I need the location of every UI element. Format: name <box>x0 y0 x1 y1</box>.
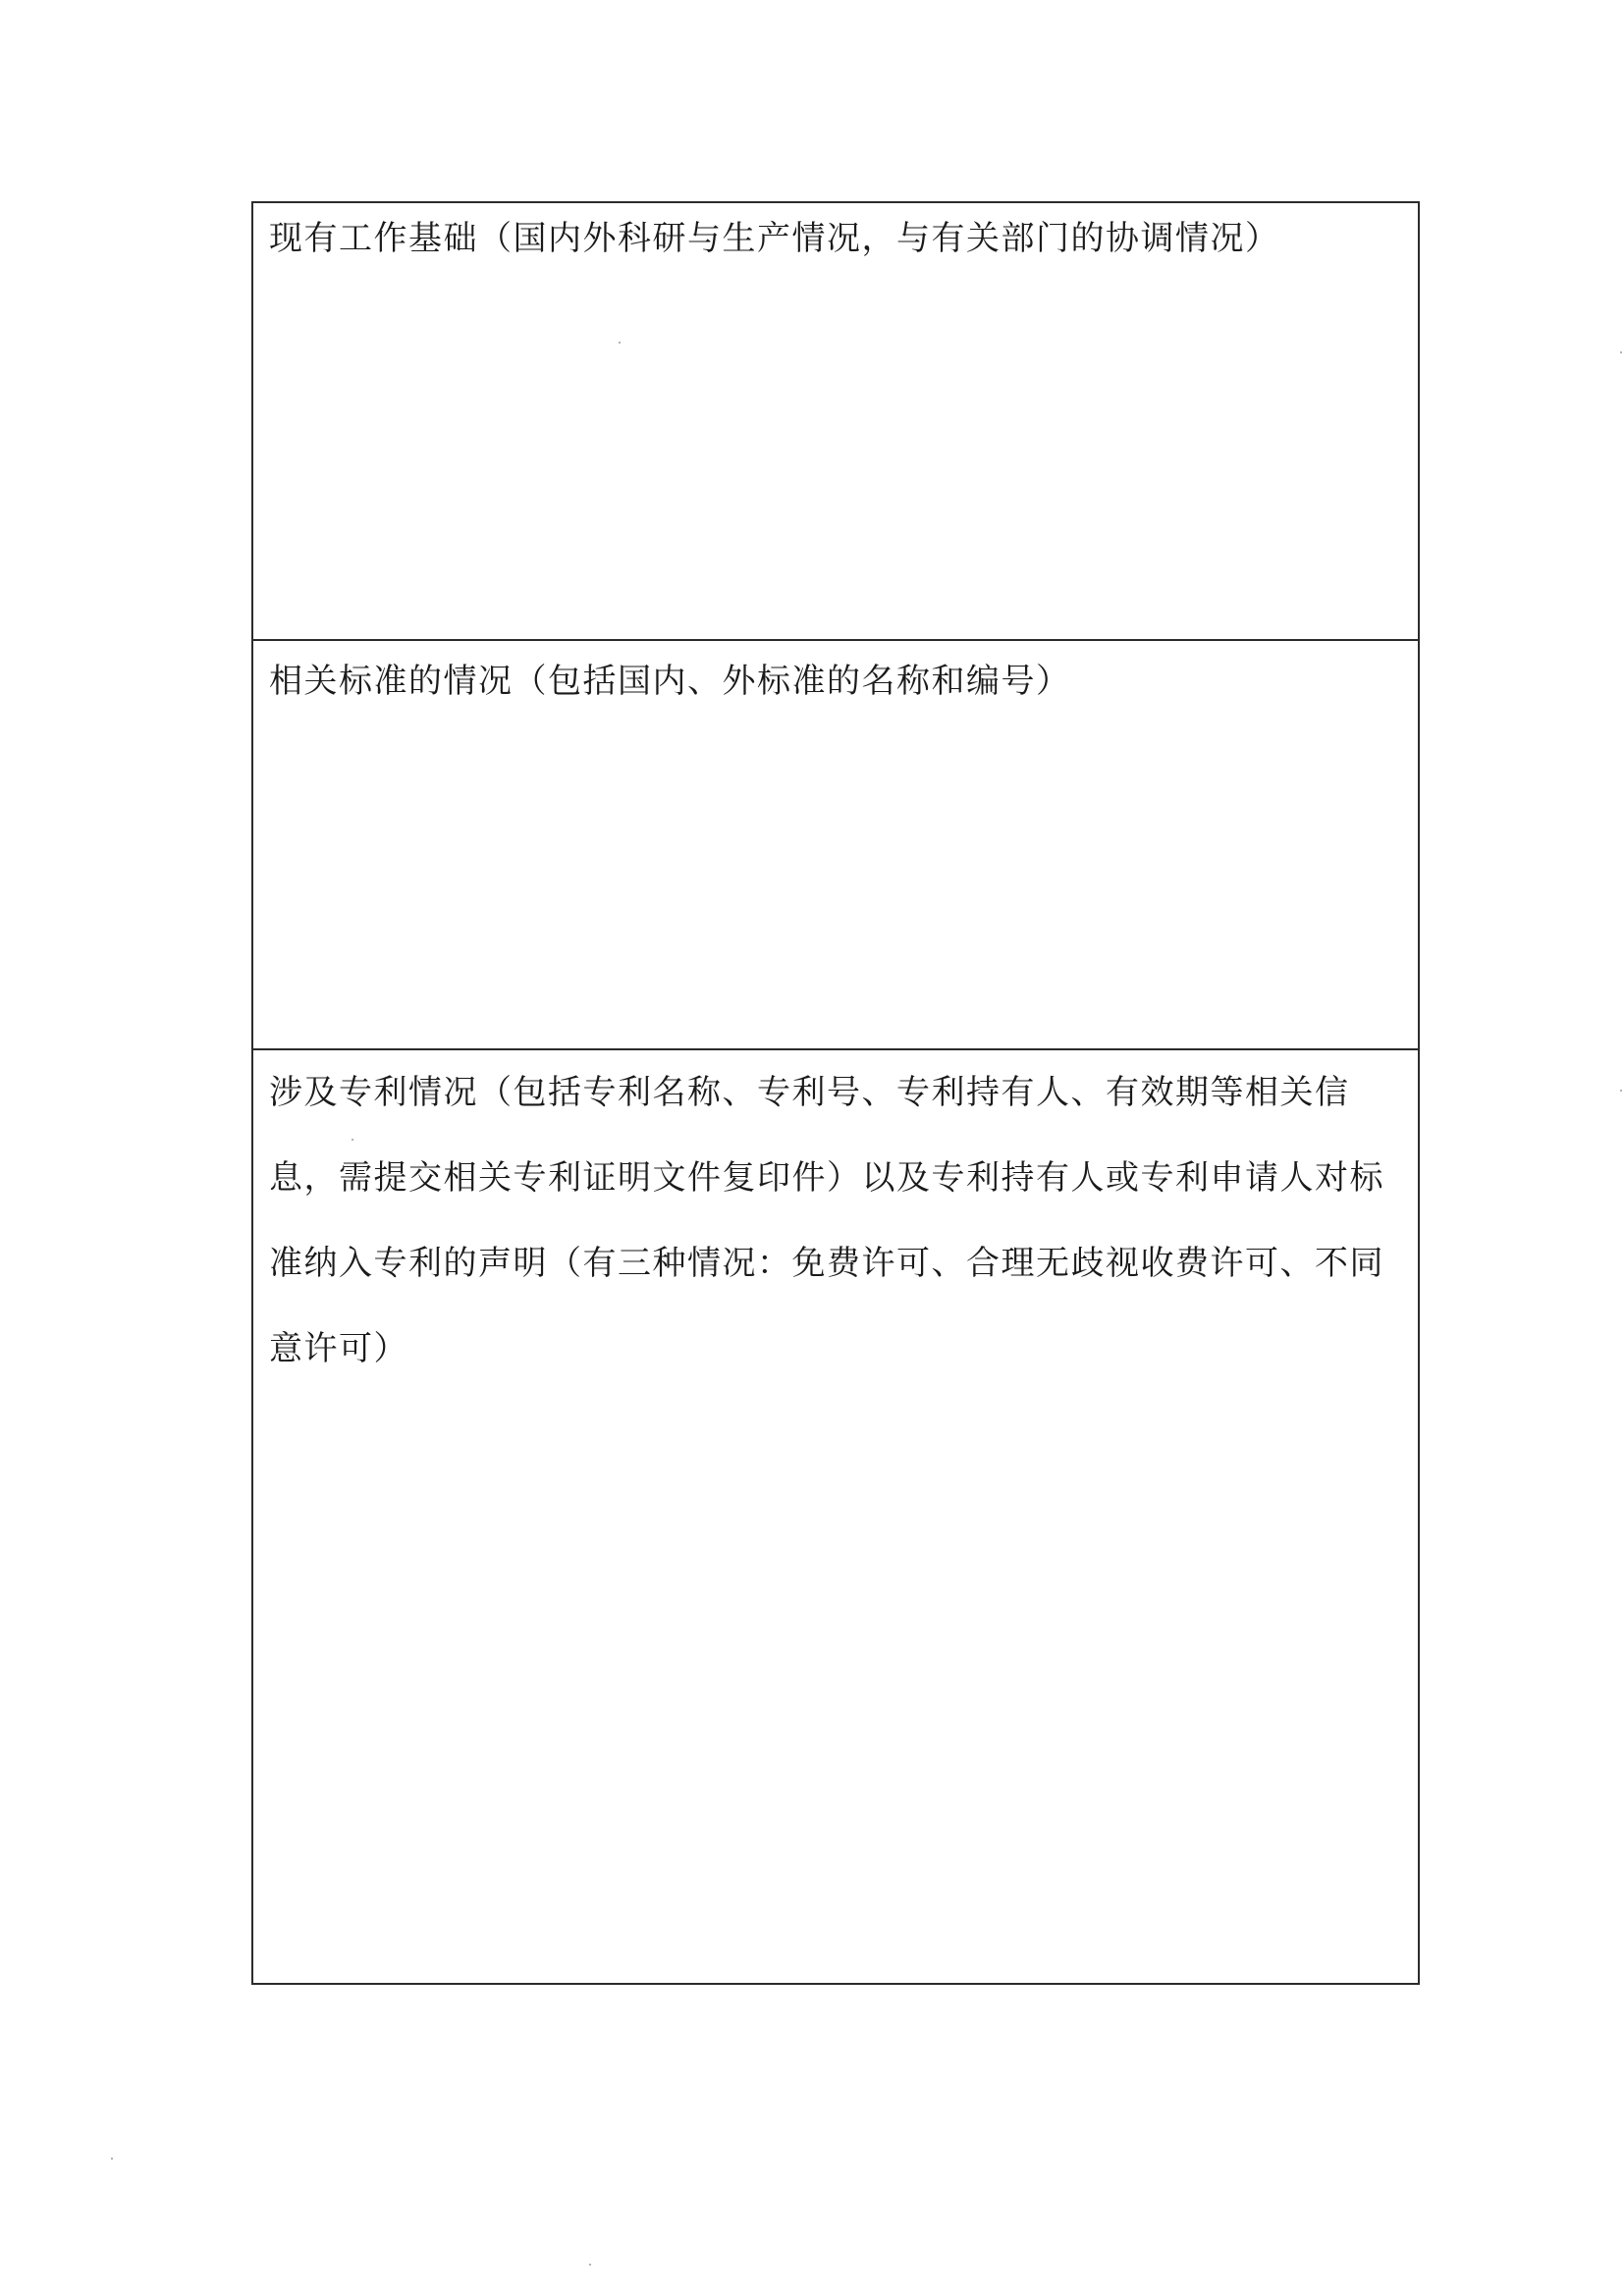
patent-situation-heading: 涉及专利情况（包括专利名称、专利号、专利持有人、有效期等相关信息，需提交相关专利证明文件复印件）以及专利持有人或专利申请人对标准纳入专利的声明（有三种情况：免费许可、合理无歧视收费许可、不同意许可） <box>269 1073 1384 1368</box>
scan-speck <box>352 1139 353 1141</box>
scan-speck <box>1620 1090 1622 1092</box>
existing-work-basis-heading: 现有工作基础（国内外科研与生产情况，与有关部门的协调情况） <box>269 219 1280 258</box>
scan-speck <box>1620 351 1622 353</box>
related-standards-answer-area <box>269 729 1404 1035</box>
existing-work-basis-answer-area <box>269 282 1404 625</box>
related-standards-heading: 相关标准的情况（包括国内、外标准的名称和编号） <box>269 662 1071 701</box>
form-row-patent-situation <box>253 1050 1418 1983</box>
application-form-table <box>251 201 1420 1985</box>
scan-speck <box>619 342 621 344</box>
form-row-related-standards <box>253 641 1418 1050</box>
scan-speck <box>111 2158 113 2160</box>
scan-speck <box>589 2264 591 2266</box>
patent-situation-answer-area <box>269 1404 1404 1969</box>
form-row-existing-work-basis <box>253 203 1418 641</box>
